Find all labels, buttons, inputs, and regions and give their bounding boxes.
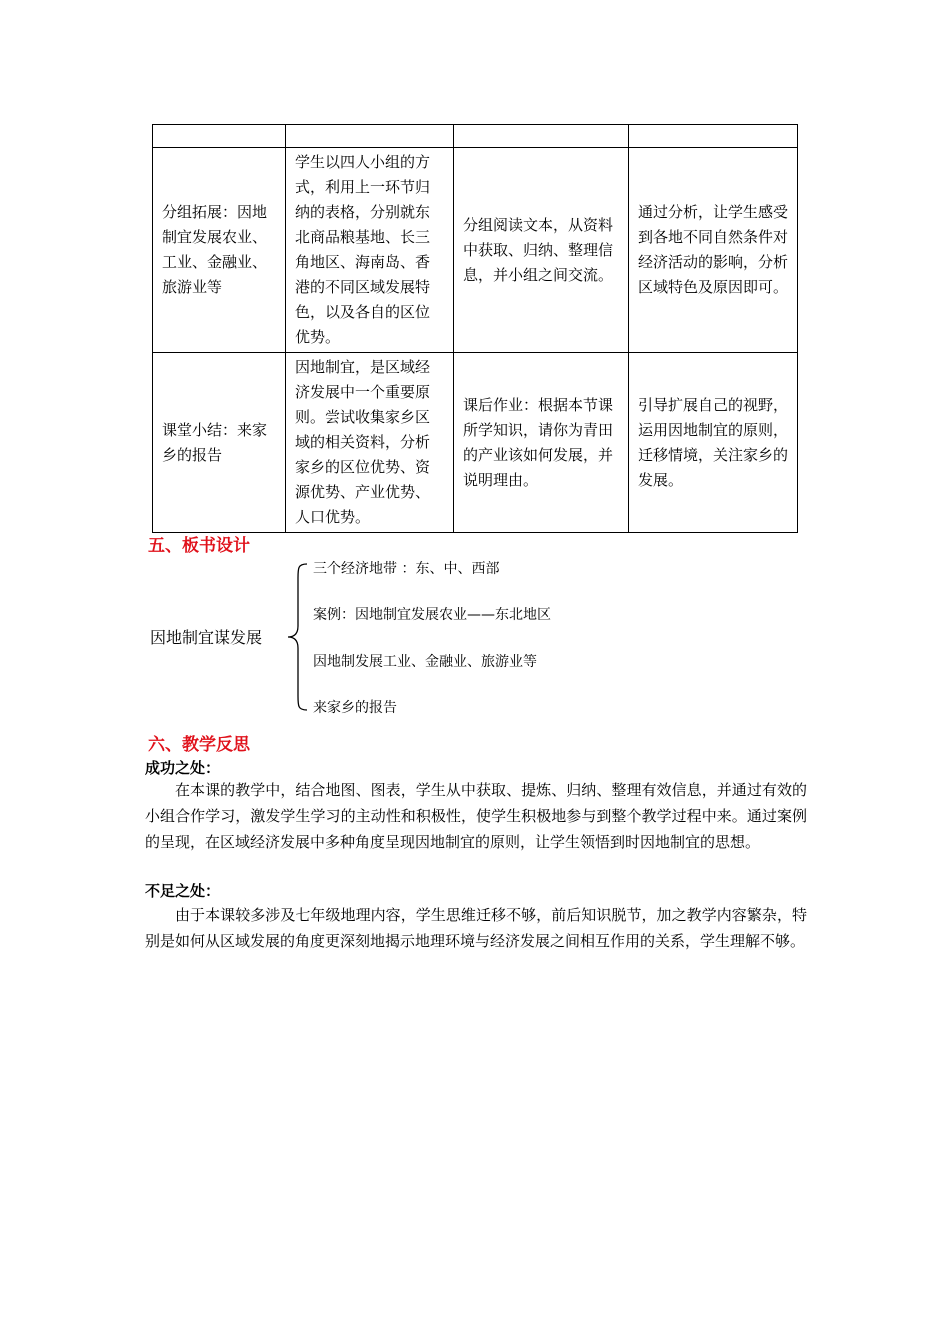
table-cell: 课后作业：根据本节课所学知识，请你为青田的产业该如何发展，并说明理由。 [454,353,629,533]
lesson-table [152,124,798,533]
success-paragraph: 在本课的教学中，结合地图、图表，学生从中获取、提炼、归纳、整理有效信息，并通过有效的小组合作学习，激发学生学习的主动性和积极性，使学生积极地参与到整个教学过程中来。通过案例的呈现，在区域经济发展中多种角度呈现因地制宜的原则，让学生领悟到时因地制宜的思想。 [145,781,807,851]
table-cell: 课堂小结：来家乡的报告 [153,353,286,533]
board-item: 来家乡的报告 [313,700,397,716]
board-main-topic: 因地制宜谋发展 [150,628,263,647]
section6-title: 六、教学反思 [148,735,250,755]
table-cell: 因地制宜，是区域经济发展中一个重要原则。尝试收集家乡区域的相关资料，分析家乡的区位优势、资源优势、产业优势、人口优势。 [286,353,454,533]
section5-title: 五、板书设计 [148,536,250,556]
shortfall-paragraph: 由于本课较多涉及七年级地理内容，学生思维迁移不够，前后知识脱节，加之教学内容繁杂，特别是如何从区域发展的角度更深刻地揭示地理环境与经济发展之间相互作用的关系，学生理解不够。 [145,906,807,950]
board-item: 案例：因地制宜发展农业——东北地区 [313,607,551,623]
table-row [153,353,798,533]
table-cell: 引导扩展自己的视野，运用因地制宜的原则，迁移情境，关注家乡的发展。 [629,353,798,533]
board-item: 因地制发展工业、金融业、旅游业等 [313,654,537,670]
table-cell [454,125,629,148]
table-cell: 通过分析，让学生感受到各地不同自然条件对经济活动的影响，分析区域特色及原因即可。 [629,148,798,353]
table-row [153,148,798,353]
board-design [0,545,950,725]
board-item: 三个经济地带 ：东、中、西部 [313,561,500,577]
table-cell: 分组拓展：因地制宜发展农业、工业、金融业、旅游业等 [153,148,286,353]
table-cell: 分组阅读文本，从资料中获取、归纳、整理信息，并小组之间交流。 [454,148,629,353]
table-row-empty [153,125,798,148]
table-cell [629,125,798,148]
shortfall-heading: 不足之处： [145,882,221,900]
table-cell [286,125,454,148]
table-cell: 学生以四人小组的方式，利用上一环节归纳的表格，分别就东北商品粮基地、长三角地区、海南岛、香港的不同区域发展特色，以及各自的区位优势。 [286,148,454,353]
curly-brace-icon [285,562,309,712]
success-heading: 成功之处： [145,759,221,777]
table-cell [153,125,286,148]
